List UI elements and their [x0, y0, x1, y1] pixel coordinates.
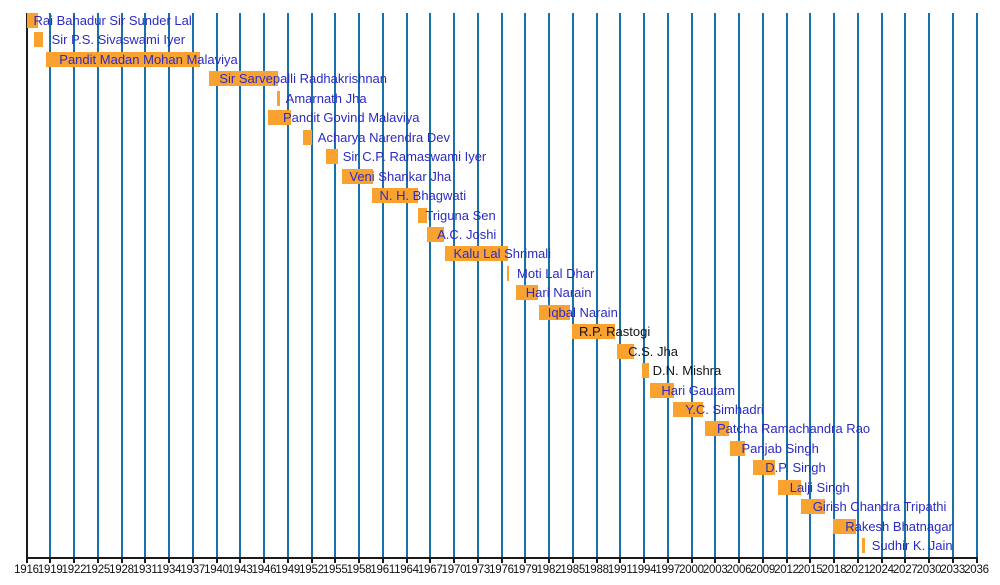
axis-tick-label: 1958: [346, 564, 372, 576]
person-label: Sir P.S. Sivaswami Iyer: [51, 32, 186, 48]
axis-tick-label: 1988: [584, 564, 609, 576]
axis-tick-label: 1931: [132, 564, 158, 576]
gridline: [643, 13, 645, 557]
person-label: R.P. Rastogi: [578, 324, 651, 340]
person-label: Girish Chandra Tripathi: [812, 499, 947, 515]
person-label: Rakesh Bhatnagar: [845, 518, 953, 534]
axis-tick-label: 1997: [655, 564, 681, 576]
axis-tick-label: 1943: [227, 564, 253, 576]
axis-tick-label: 1976: [489, 564, 514, 576]
gridline: [144, 13, 146, 557]
gridline: [596, 13, 598, 557]
gridline: [857, 13, 859, 557]
axis-tick-label: 2027: [892, 564, 918, 576]
person-label: Triguna Sen: [425, 207, 496, 223]
gridline: [928, 13, 930, 557]
gridline: [904, 13, 906, 557]
gridline: [762, 13, 764, 557]
gridline: [667, 13, 669, 557]
gridline: [97, 13, 99, 557]
axis-tick-label: 1994: [631, 564, 657, 576]
gridline: [429, 13, 431, 557]
gridline: [192, 13, 194, 557]
tenure-bar: [862, 538, 865, 553]
axis-tick-label: 2015: [797, 564, 823, 576]
person-label: Kalu Lal Shrimali: [453, 246, 552, 262]
axis-tick-label: 1982: [536, 564, 562, 576]
axis-tick-label: 1922: [61, 564, 87, 576]
axis-tick-label: 1967: [417, 564, 443, 576]
person-label: Rai Bahadur Sir Sunder Lal: [33, 13, 192, 28]
person-label: D.N. Mishra: [652, 363, 722, 379]
axis-frame-left: [26, 13, 28, 557]
person-label: Moti Lal Dhar: [517, 265, 595, 281]
gridline: [809, 13, 811, 557]
person-label: D.P. Singh: [765, 460, 826, 476]
axis-tick-label: 2006: [726, 564, 752, 576]
axis-tick-label: 1925: [85, 564, 111, 576]
person-label: N. H. Bhagwati: [379, 188, 467, 204]
gridline: [477, 13, 479, 557]
person-label: A.C. Joshi: [437, 226, 497, 242]
axis-tick-label: 1970: [441, 564, 467, 576]
gridline: [382, 13, 384, 557]
person-label: Pandit Govind Malaviya: [282, 110, 420, 126]
gridline: [168, 13, 170, 557]
person-label: Pandit Madan Mohan Malaviya: [59, 51, 238, 67]
gridline: [406, 13, 408, 557]
tenure-bar: [303, 130, 313, 145]
tenure-bar: [34, 32, 44, 47]
gridline: [738, 13, 740, 557]
gridline: [216, 13, 218, 557]
gridline: [714, 13, 716, 557]
person-label: Lalji Singh: [789, 479, 850, 495]
x-axis-line: [26, 557, 978, 559]
axis-tick-label: 1919: [37, 564, 63, 576]
gridline: [239, 13, 241, 557]
axis-tick-label: 2018: [821, 564, 847, 576]
axis-tick-label: 1964: [394, 564, 419, 576]
person-label: Iqbal Narain: [547, 304, 618, 320]
tenure-bar: [326, 149, 338, 164]
axis-tick-label: 2024: [869, 564, 894, 576]
gridline: [976, 13, 978, 557]
gridline: [786, 13, 788, 557]
person-label: Panjab Singh: [741, 440, 819, 456]
gridline: [73, 13, 75, 557]
person-label: Veni Shankar Jha: [349, 168, 452, 184]
axis-tick-label: 2021: [845, 564, 871, 576]
person-label: C.S. Jha: [628, 343, 678, 359]
axis-tick-label: 2009: [750, 564, 776, 576]
axis-tick-label: 2012: [774, 564, 799, 576]
gridline: [881, 13, 883, 557]
axis-tick-label: 1946: [251, 564, 277, 576]
gridline: [263, 13, 265, 557]
axis-tick-label: 2000: [679, 564, 704, 576]
axis-tick-label: 1961: [370, 564, 396, 576]
axis-tick-label: 1937: [180, 564, 206, 576]
axis-tick-label: 2036: [964, 564, 989, 576]
person-label: Acharya Narendra Dev: [317, 129, 451, 145]
axis-tick-label: 1973: [465, 564, 491, 576]
gridline: [833, 13, 835, 557]
person-label: Hari Gautam: [661, 382, 736, 398]
gridline: [691, 13, 693, 557]
person-label: Patcha Ramachandra Rao: [716, 421, 871, 437]
axis-tick-label: 1934: [156, 564, 182, 576]
gridline: [49, 13, 51, 557]
axis-tick-label: 2033: [940, 564, 966, 576]
person-label: Amarnath Jha: [285, 90, 367, 106]
axis-tick-label: 2030: [916, 564, 942, 576]
axis-tick-label: 1949: [275, 564, 301, 576]
axis-tick-label: 1979: [512, 564, 538, 576]
axis-tick-label: 2003: [702, 564, 728, 576]
gridline: [501, 13, 503, 557]
gridline: [121, 13, 123, 557]
axis-tick-label: 1928: [109, 564, 134, 576]
person-label: Sir Sarvepalli Radhakrishnan: [219, 71, 388, 87]
axis-tick-label: 1916: [14, 564, 39, 576]
tenure-bar: [642, 363, 649, 378]
tenure-bar: [507, 266, 509, 281]
axis-tick-label: 1991: [607, 564, 633, 576]
gridline: [453, 13, 455, 557]
gridline: [952, 13, 954, 557]
person-label: Hari Narain: [525, 285, 592, 301]
axis-tick-label: 1985: [560, 564, 586, 576]
person-label: Sudhir K. Jain: [871, 538, 953, 554]
tenure-bar: [277, 91, 280, 106]
person-label: Sir C.P. Ramaswami Iyer: [342, 149, 487, 165]
person-label: Y.C. Simhadri: [685, 402, 764, 417]
axis-tick-label: 1940: [204, 564, 229, 576]
axis-tick-label: 1955: [322, 564, 348, 576]
gridline: [619, 13, 621, 557]
axis-tick-label: 1952: [299, 564, 324, 576]
